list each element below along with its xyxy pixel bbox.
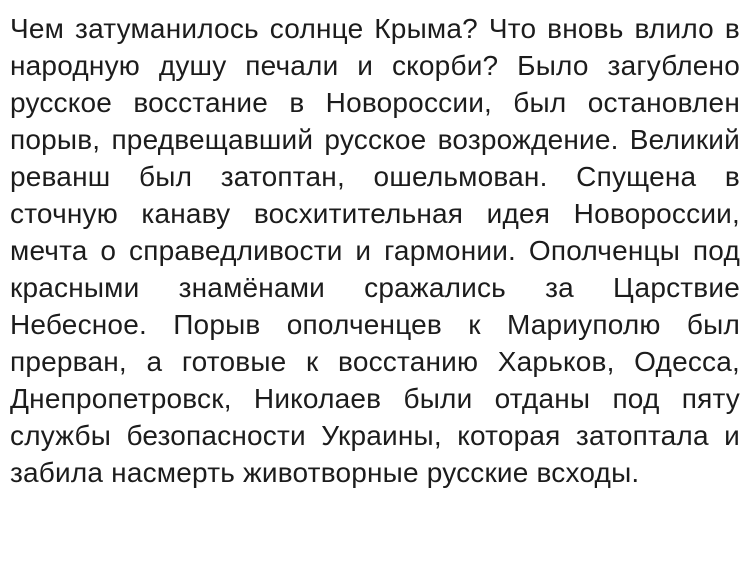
paragraph-text: Чем затуманилось солнце Крыма? Что вновь влило в народную душу печали и скорби? Было загублено русское восстание в Новороссии, был остановлен порыв, предвещавший русское возрождение. Великий реванш был затоптан, ошельмован. Спущена в сточную канаву восхитительная идея Новороссии, мечта о справедливости и гармонии. Ополченцы под красными знамёнами сражались за Царствие Небесное. Порыв ополченцев к Мариуполю был прерван, а готовые к восстанию Харьков, Одесса, Днепропетровск, Николаев были отданы под пяту службы безопасности Украины, которая затоптала и забила насмерть животворные русские всходы. (10, 13, 740, 488)
